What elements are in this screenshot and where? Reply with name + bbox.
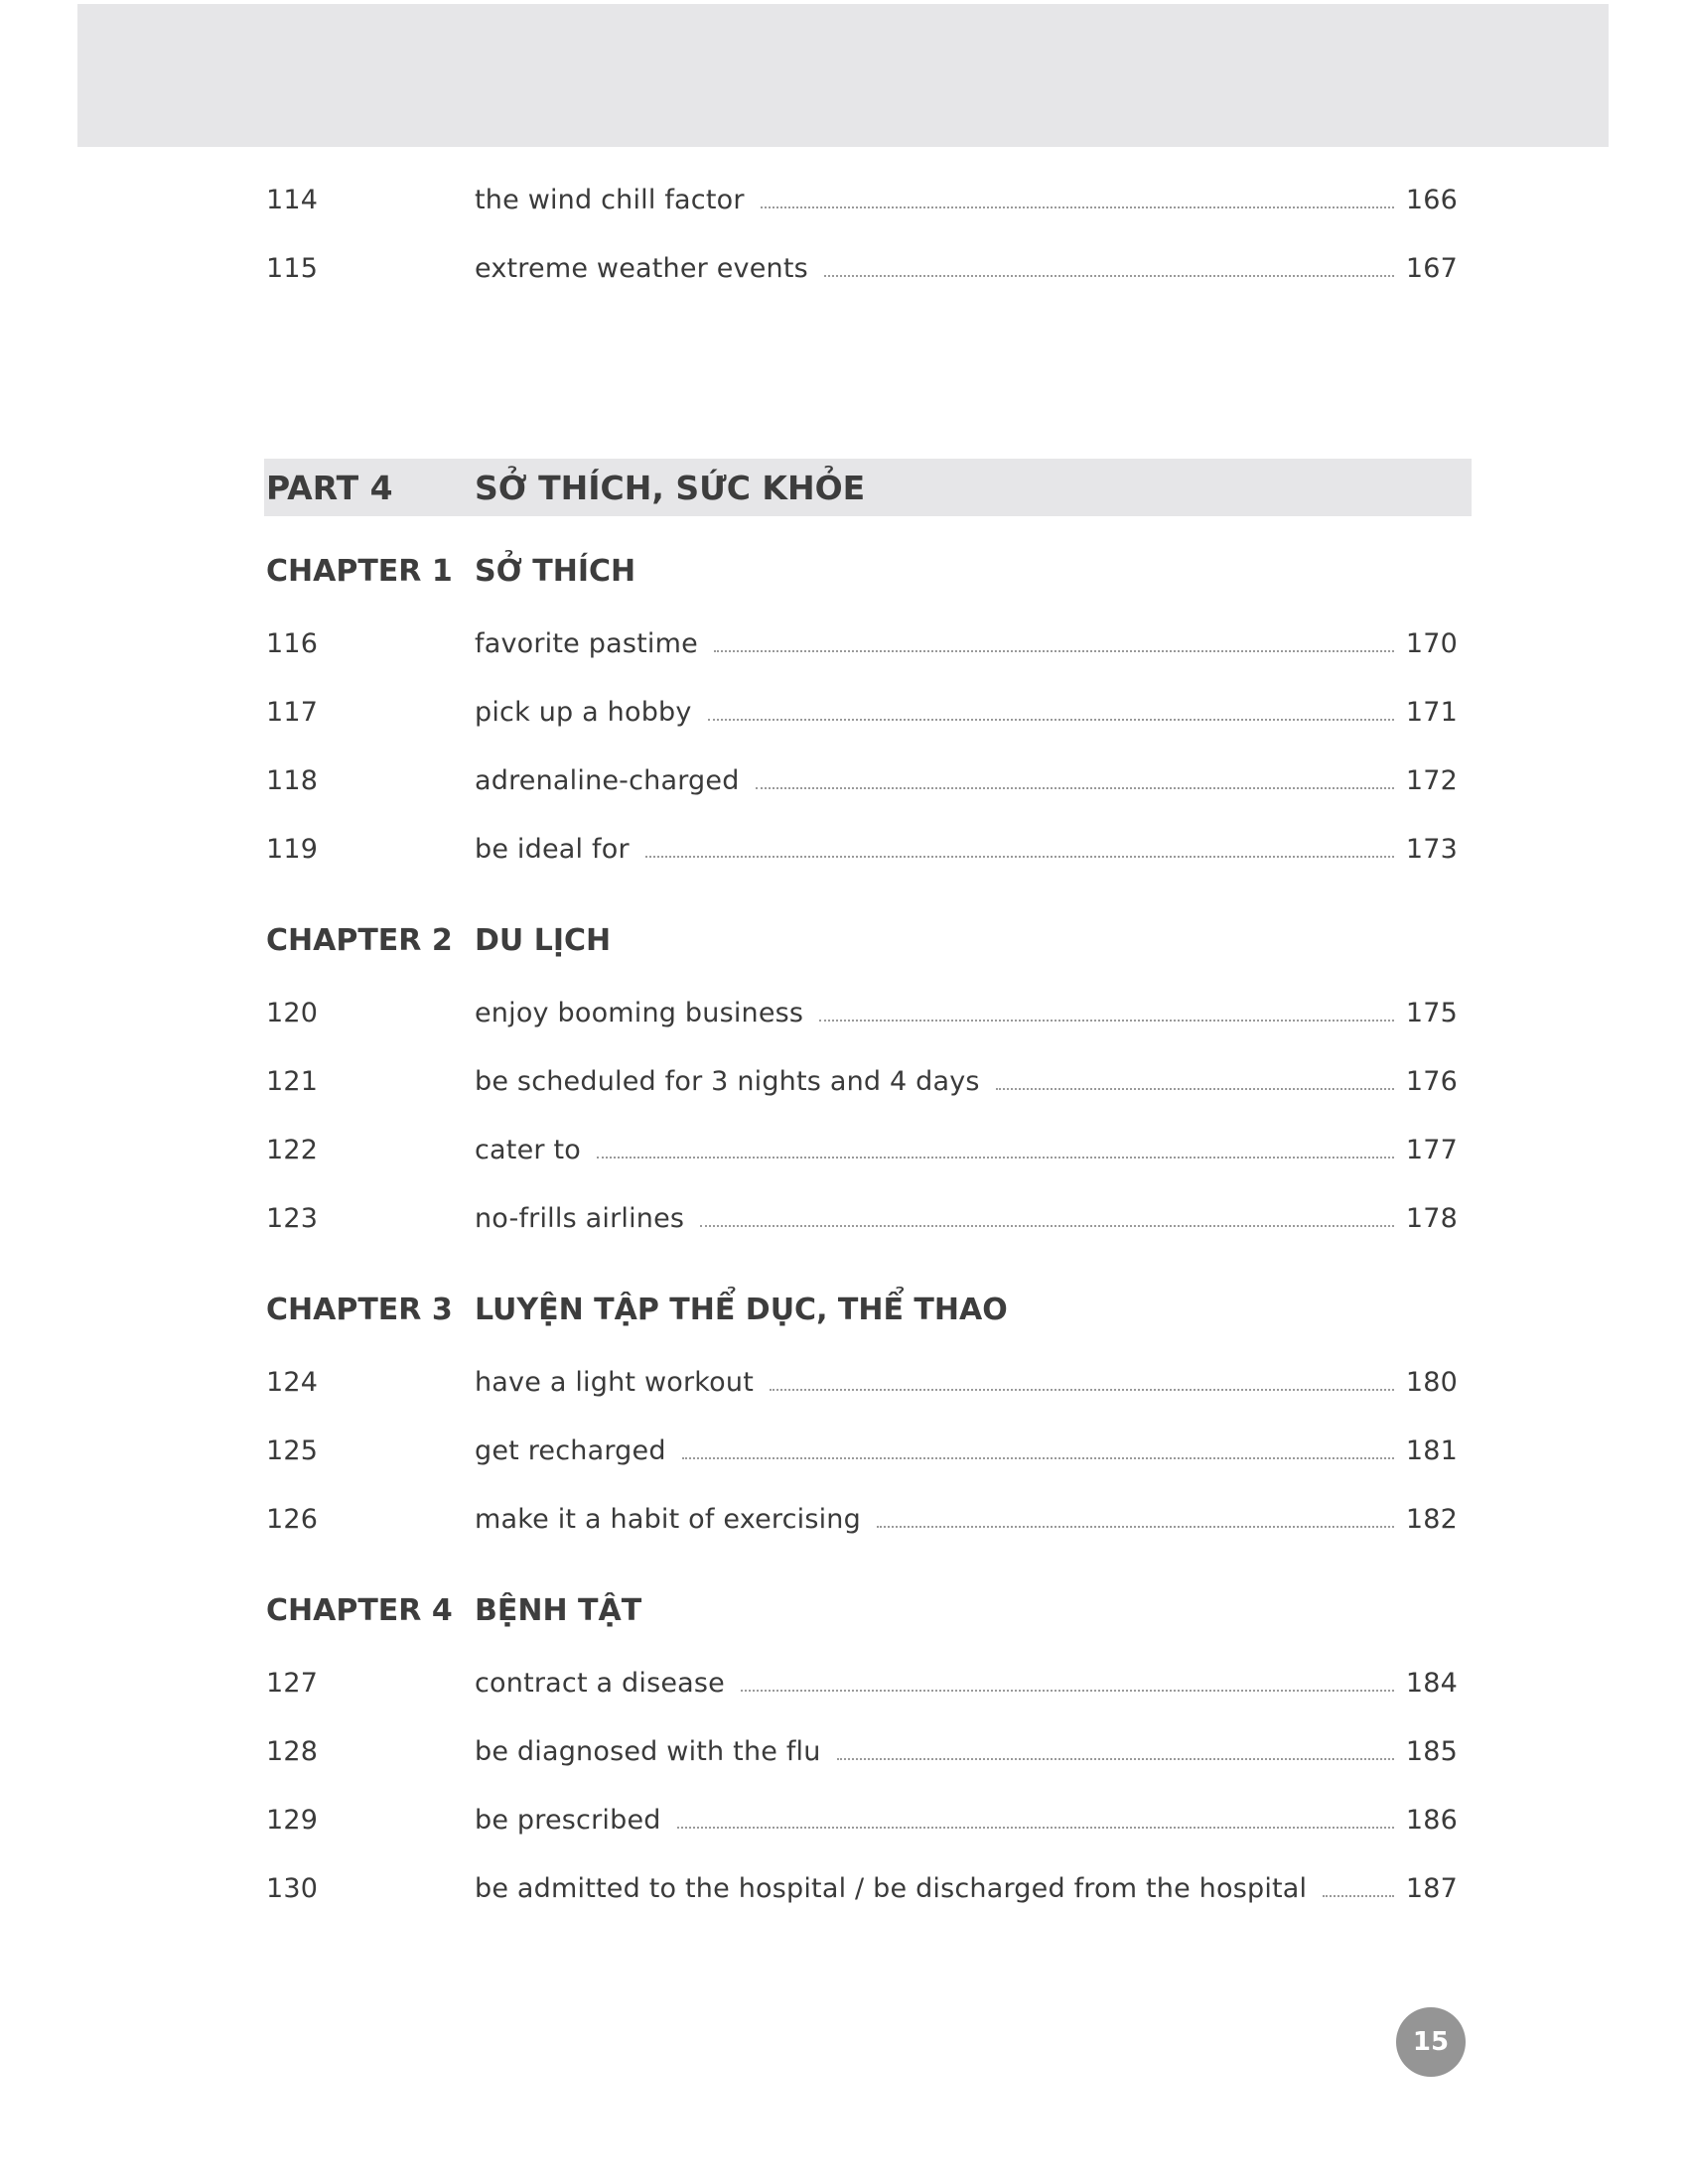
entry-page: 176 [1405, 1065, 1458, 1097]
dot-leader [682, 1457, 1394, 1459]
entry-title: be admitted to the hospital / be discharged from the hospital [475, 1872, 1308, 1904]
dot-leader [996, 1088, 1394, 1090]
part-heading [266, 463, 1458, 512]
entry-title: be ideal for [475, 833, 630, 865]
entry-page: 172 [1405, 764, 1458, 796]
entry-number: 120 [266, 997, 319, 1028]
entry-title: pick up a hobby [475, 696, 692, 728]
chapter-label: CHAPTER 4 [266, 1592, 453, 1628]
toc-entry[interactable] [266, 1061, 1458, 1101]
entry-page: 166 [1405, 184, 1458, 215]
chapter-name: BỆNH TẬT [475, 1592, 642, 1628]
entry-page: 182 [1405, 1503, 1458, 1535]
entry-page: 178 [1405, 1202, 1458, 1234]
toc-entry[interactable] [266, 1431, 1458, 1470]
dot-leader [741, 1690, 1394, 1692]
entry-number: 123 [266, 1202, 319, 1234]
entry-page: 180 [1405, 1366, 1458, 1398]
dot-leader [700, 1225, 1394, 1227]
dot-leader [708, 719, 1394, 721]
dot-leader [1323, 1895, 1394, 1897]
toc-entry[interactable] [266, 1130, 1458, 1169]
entry-page: 181 [1405, 1434, 1458, 1466]
entry-page: 173 [1405, 833, 1458, 865]
chapter-heading [266, 1285, 1458, 1334]
entry-title: cater to [475, 1134, 581, 1165]
entry-number: 122 [266, 1134, 319, 1165]
chapter-heading [266, 546, 1458, 596]
dot-leader [837, 1758, 1394, 1760]
entry-title: be diagnosed with the flu [475, 1735, 821, 1767]
entry-page: 167 [1405, 252, 1458, 284]
entry-number: 121 [266, 1065, 319, 1097]
entry-title: contract a disease [475, 1667, 725, 1699]
toc-entry[interactable] [266, 180, 1458, 219]
entry-page: 170 [1405, 627, 1458, 659]
chapter-name: DU LỊCH [475, 922, 612, 958]
entry-number: 118 [266, 764, 319, 796]
dot-leader [877, 1526, 1394, 1528]
toc-entry[interactable] [266, 1362, 1458, 1402]
toc-entry[interactable] [266, 1499, 1458, 1539]
entry-page: 185 [1405, 1735, 1458, 1767]
toc-entry[interactable] [266, 1800, 1458, 1840]
dot-leader [824, 275, 1394, 277]
entry-title: be prescribed [475, 1804, 661, 1836]
dot-leader [819, 1020, 1394, 1022]
toc-entry[interactable] [266, 829, 1458, 869]
entry-title: enjoy booming business [475, 997, 804, 1028]
toc-entry[interactable] [266, 1663, 1458, 1703]
entry-title: the wind chill factor [475, 184, 745, 215]
dot-leader [597, 1157, 1394, 1159]
chapter-heading [266, 1585, 1458, 1635]
chapter-name: SỞ THÍCH [475, 553, 636, 589]
entry-number: 129 [266, 1804, 319, 1836]
toc-entry[interactable] [266, 1868, 1458, 1908]
page-number-badge: 15 [1396, 2007, 1466, 2077]
dot-leader [761, 206, 1394, 208]
dot-leader [756, 787, 1394, 789]
entry-page: 177 [1405, 1134, 1458, 1165]
entry-number: 130 [266, 1872, 319, 1904]
entry-page: 187 [1405, 1872, 1458, 1904]
entry-page: 186 [1405, 1804, 1458, 1836]
entry-page: 171 [1405, 696, 1458, 728]
chapter-label: CHAPTER 3 [266, 1292, 453, 1327]
entry-number: 116 [266, 627, 319, 659]
toc-entry[interactable] [266, 248, 1458, 288]
entry-title: no-frills airlines [475, 1202, 685, 1234]
entry-page: 184 [1405, 1667, 1458, 1699]
entry-title: get recharged [475, 1434, 666, 1466]
toc-entry[interactable] [266, 1198, 1458, 1238]
toc-entry[interactable] [266, 993, 1458, 1032]
part-label: PART 4 [266, 468, 393, 507]
entry-number: 124 [266, 1366, 319, 1398]
entry-title: have a light workout [475, 1366, 754, 1398]
entry-number: 117 [266, 696, 319, 728]
entry-title: make it a habit of exercising [475, 1503, 861, 1535]
entry-number: 126 [266, 1503, 319, 1535]
entry-title: be scheduled for 3 nights and 4 days [475, 1065, 980, 1097]
chapter-name: LUYỆN TẬP THỂ DỤC, THỂ THAO [475, 1292, 1008, 1327]
dot-leader [645, 856, 1394, 858]
toc-entry[interactable] [266, 1731, 1458, 1771]
header-band [77, 4, 1609, 147]
entry-title: extreme weather events [475, 252, 808, 284]
entry-number: 115 [266, 252, 319, 284]
toc-entry[interactable] [266, 760, 1458, 800]
dot-leader [714, 650, 1394, 652]
entry-page: 175 [1405, 997, 1458, 1028]
toc-entry[interactable] [266, 623, 1458, 663]
entry-title: favorite pastime [475, 627, 698, 659]
entry-number: 128 [266, 1735, 319, 1767]
chapter-label: CHAPTER 2 [266, 922, 453, 958]
chapter-label: CHAPTER 1 [266, 553, 453, 589]
entry-number: 114 [266, 184, 319, 215]
entry-number: 119 [266, 833, 319, 865]
toc-entry[interactable] [266, 692, 1458, 732]
entry-title: adrenaline-charged [475, 764, 740, 796]
part-name: SỞ THÍCH, SỨC KHỎE [475, 468, 866, 507]
entry-number: 125 [266, 1434, 319, 1466]
chapter-heading [266, 915, 1458, 965]
entry-number: 127 [266, 1667, 319, 1699]
dot-leader [677, 1827, 1394, 1829]
dot-leader [770, 1389, 1394, 1391]
